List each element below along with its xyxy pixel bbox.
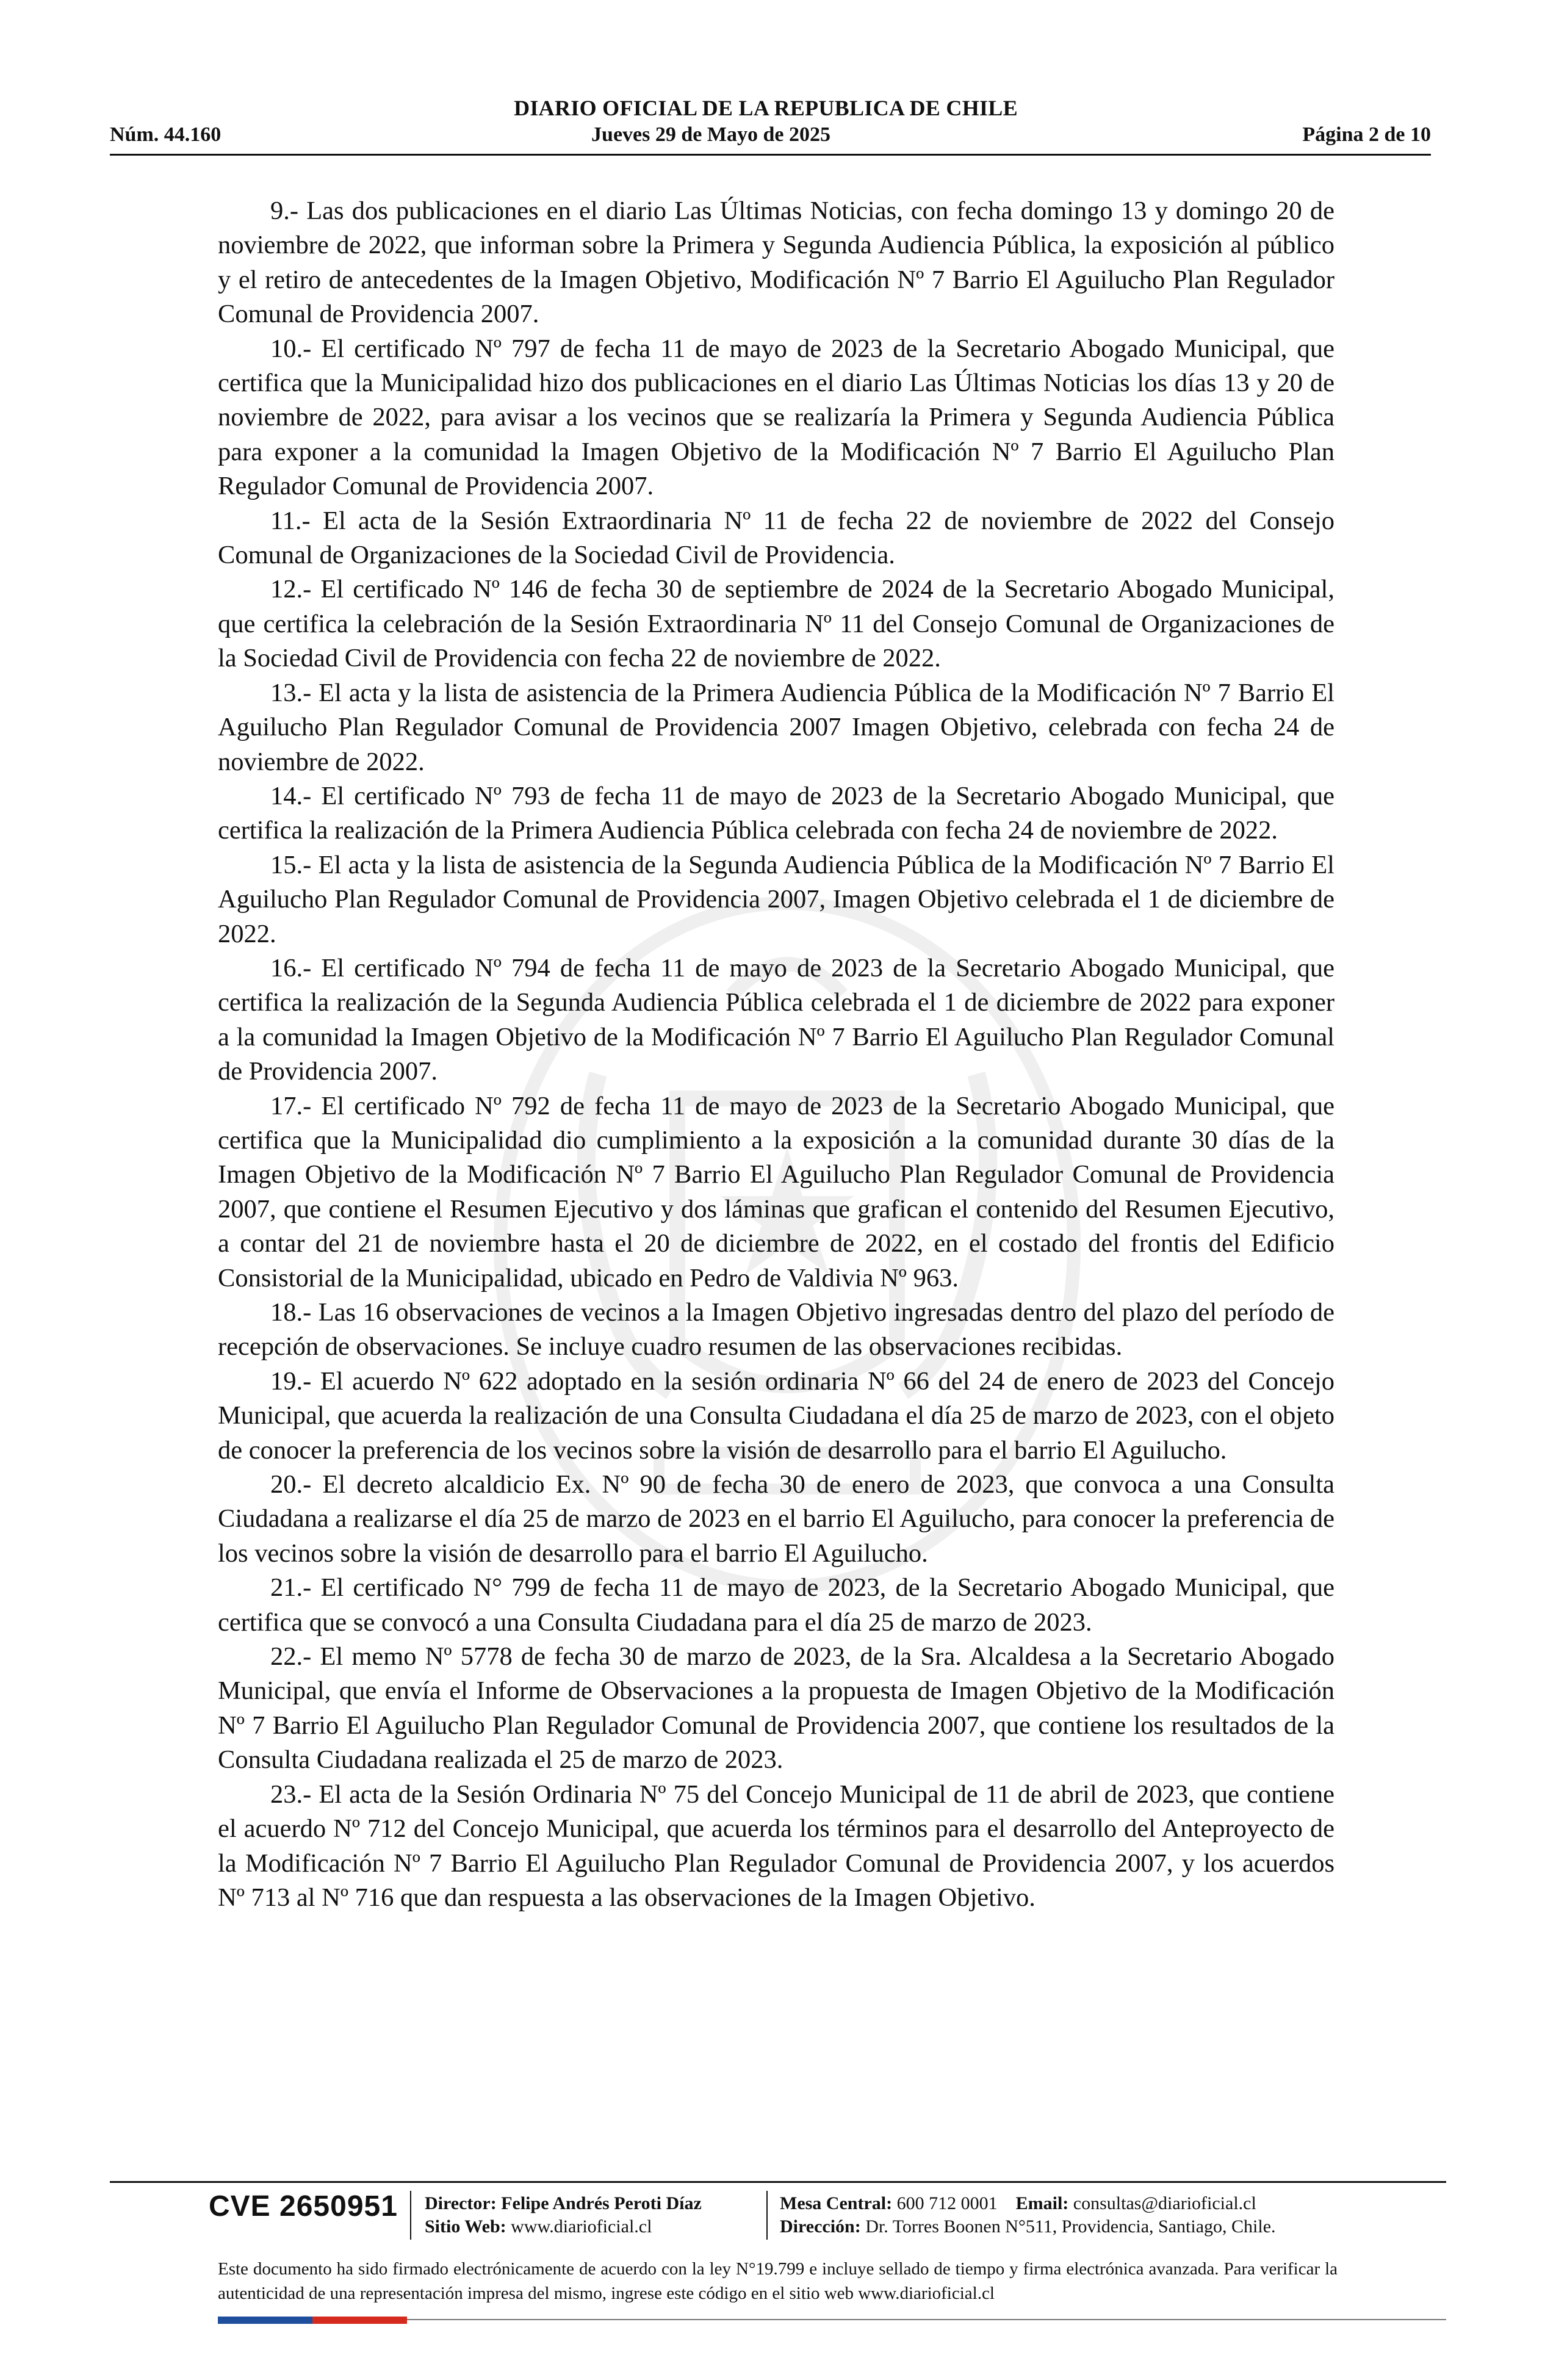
cve-code: CVE 2650951: [209, 2190, 398, 2223]
mesa-central-phone: 600 712 0001: [896, 2193, 998, 2213]
flag-blue-segment: [218, 2317, 312, 2324]
issue-date: Jueves 29 de Mayo de 2025: [591, 123, 830, 146]
address-label: Dirección:: [780, 2216, 861, 2237]
footer-divider: [110, 2181, 1446, 2183]
paragraph-13: 13.- El acta y la lista de asistencia de la Primera Audiencia Pública de la Modificación Nº 7 Barrio El Aguilucho Plan Regulador Comunal de Providencia 2007 Imagen Objetivo, celebrada con fecha 24 de noviembre de 2022.: [218, 678, 1334, 776]
issue-number: Núm. 44.160: [110, 123, 222, 146]
flag-red-segment: [312, 2317, 407, 2324]
paragraph-18: 18.- Las 16 observaciones de vecinos a la Imagen Objetivo ingresadas dentro del plazo del período de recepción de observaciones. Se incluye cuadro resumen de las observaciones recibidas.: [218, 1298, 1334, 1361]
website-link[interactable]: www.diarioficial.cl: [511, 2216, 652, 2237]
footer-separator-2: [766, 2191, 768, 2240]
paragraph-16: 16.- El certificado Nº 794 de fecha 11 de mayo de 2023 de la Secretario Abogado Municipal, que certifica la realización de la Segunda Audiencia Pública celebrada el 1 de diciembre de 2022 para exponer a la comunidad la Imagen Objetivo de la Modificación Nº 7 Barrio El Aguilucho Plan Regulador Comunal de Providencia 2007.: [218, 953, 1334, 1086]
page-indicator: Página 2 de 10: [1302, 123, 1431, 146]
paragraph-22: 22.- El memo Nº 5778 de fecha 30 de marzo de 2023, de la Sra. Alcaldesa a la Secretario Abogado Municipal, que envía el Informe de Observaciones a la propuesta de Imagen Objetivo de la Modificación Nº 7 Barrio El Aguilucho Plan Regulador Comunal de Providencia 2007, que contiene los resultados de la Consulta Ciudadana realizada el 25 de marzo de 2023.: [218, 1642, 1334, 1775]
director-label: Director:: [425, 2193, 497, 2213]
paragraph-21: 21.- El certificado N° 799 de fecha 11 de mayo de 2023, de la Secretario Abogado Municipal, que certifica que se convocó a una Consulta Ciudadana para el día 25 de marzo de 2023.: [218, 1573, 1334, 1637]
paragraph-14: 14.- El certificado Nº 793 de fecha 11 de mayo de 2023 de la Secretario Abogado Municipal, que certifica la realización de la Primera Audiencia Pública celebrada con fecha 24 de noviembre de 2022.: [218, 781, 1334, 845]
header-divider: [110, 154, 1431, 156]
footer-separator-1: [410, 2191, 411, 2240]
document-body: [218, 194, 1334, 1915]
signature-notice: Este documento ha sido firmado electrónicamente de acuerdo con la ley N°19.799 e incluye sellado de tiempo y firma electrónica avanzada. Para verificar la autenticidad de una representación impresa del mismo, ingrese este código en el sitio web www.diarioficial.cl: [218, 2259, 1338, 2303]
paragraph-10: 10.- El certificado Nº 797 de fecha 11 de mayo de 2023 de la Secretario Abogado Municipal, que certifica que la Municipalidad hizo dos publicaciones en el diario Las Últimas Noticias los días 13 y 20 de noviembre de 2022, para avisar a los vecinos que se realizaría la Primera y Segunda Audiencia Pública para exponer a la comunidad la Imagen Objetivo de la Modificación Nº 7 Barrio El Aguilucho Plan Regulador Comunal de Providencia 2007.: [218, 334, 1334, 501]
paragraph-12: 12.- El certificado Nº 146 de fecha 30 de septiembre de 2024 de la Secretario Abogado Municipal, que certifica la celebración de la Sesión Extraordinaria Nº 11 del Consejo Comunal de Organizaciones de la Sociedad Civil de Providencia con fecha 22 de noviembre de 2022.: [218, 575, 1334, 673]
paragraph-20: 20.- El decreto alcaldicio Ex. Nº 90 de fecha 30 de enero de 2023, que convoca a una Consulta Ciudadana a realizarse el día 25 de marzo de 2023 en el barrio El Aguilucho, para conocer la preferencia de los vecinos sobre la visión de desarrollo para el barrio El Aguilucho.: [218, 1470, 1334, 1568]
paragraph-23: 23.- El acta de la Sesión Ordinaria Nº 75 del Concejo Municipal de 11 de abril de 2023, que contiene el acuerdo Nº 712 del Concejo Municipal, que acuerda los términos para el desarrollo del Anteproyecto de la Modificación Nº 7 Barrio El Aguilucho Plan Regulador Comunal de Providencia 2007, y los acuerdos Nº 713 al Nº 716 que dan respuesta a las observaciones de la Imagen Objetivo.: [218, 1780, 1334, 1912]
header-row: [110, 123, 1431, 151]
website-label: Sitio Web:: [425, 2216, 506, 2237]
email-label: Email:: [1015, 2193, 1069, 2213]
email-link[interactable]: consultas@diarioficial.cl: [1073, 2193, 1256, 2213]
paragraph-19: 19.- El acuerdo Nº 622 adoptado en la sesión ordinaria Nº 66 del 24 de enero de 2023 del Concejo Municipal, que acuerda la realización de una Consulta Ciudadana el día 25 de marzo de 2023, con el objeto de conocer la preferencia de los vecinos sobre la visión de desarrollo para el barrio El Aguilucho.: [218, 1366, 1334, 1465]
address-value: Dr. Torres Boonen N°511, Providencia, Santiago, Chile.: [865, 2216, 1276, 2237]
paragraph-17: 17.- El certificado Nº 792 de fecha 11 de mayo de 2023 de la Secretario Abogado Municipal, que certifica que la Municipalidad dio cumplimiento a la exposición a la comunidad durante 30 días de la Imagen Objetivo de la Modificación Nº 7 Barrio El Aguilucho Plan Regulador Comunal de Providencia 2007, que contiene el Resumen Ejecutivo y dos láminas que grafican el contenido del Resumen Ejecutivo, a contar del 21 de noviembre hasta el 20 de diciembre de 2022, en el costado del frontis del Edificio Consistorial de la Municipalidad, ubicado en Pedro de Valdivia Nº 963.: [218, 1091, 1334, 1293]
paragraph-9: 9.- Las dos publicaciones en el diario Las Últimas Noticias, con fecha domingo 13 y domingo 20 de noviembre de 2022, que informan sobre la Primera y Segunda Audiencia Pública, la exposición al público y el retiro de antecedentes de la Imagen Objetivo, Modificación Nº 7 Barrio El Aguilucho Plan Regulador Comunal de Providencia 2007.: [218, 197, 1334, 329]
director-name: Felipe Andrés Peroti Díaz: [501, 2193, 702, 2213]
mesa-central-label: Mesa Central:: [780, 2193, 893, 2213]
paragraph-15: 15.- El acta y la lista de asistencia de la Segunda Audiencia Pública de la Modificación Nº 7 Barrio El Aguilucho Plan Regulador Comunal de Providencia 2007, Imagen Objetivo celebrada el 1 de diciembre de 2022.: [218, 850, 1334, 948]
publication-title: DIARIO OFICIAL DE LA REPUBLICA DE CHILE: [514, 96, 1018, 120]
footer-director-block: [425, 2192, 702, 2238]
footer-contact-block: [780, 2192, 1276, 2238]
chile-flag-stripe: [218, 2317, 407, 2324]
footer-bottom-rule: [407, 2319, 1446, 2320]
paragraph-11: 11.- El acta de la Sesión Extraordinaria Nº 11 de fecha 22 de noviembre de 2022 del Consejo Comunal de Organizaciones de la Sociedad Civil de Providencia.: [218, 506, 1334, 570]
